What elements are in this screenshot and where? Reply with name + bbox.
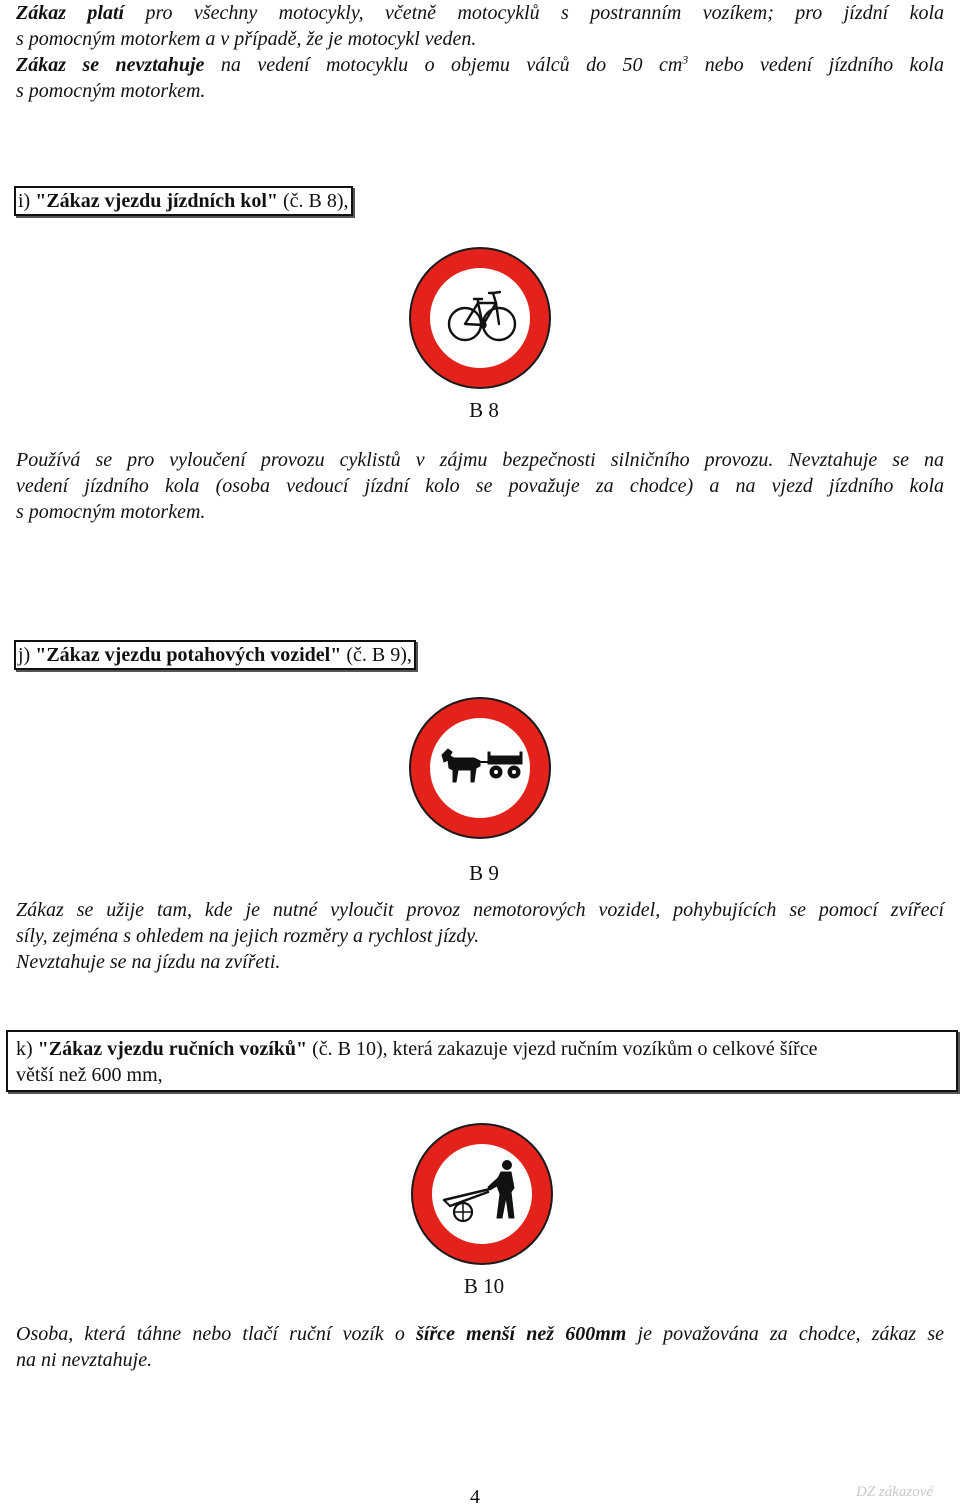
- section-k-prefix: k): [16, 1038, 38, 1060]
- section-i-paragraph: [16, 447, 944, 525]
- intro-line-3: na vedení motocyklu o objemu válců do 50 cm: [204, 54, 683, 76]
- bicycle-icon: [408, 246, 552, 390]
- section-i-text-3: s pomocným motorkem.: [16, 501, 206, 523]
- section-i-prefix: i): [18, 190, 36, 212]
- section-j-text-2: síly, zejména s ohledem na jejich rozměry a rychlost jízdy.: [16, 925, 480, 947]
- intro-lead: Zákaz platí: [16, 2, 125, 24]
- section-k-paragraph: [16, 1321, 944, 1373]
- b9-caption: B 9: [469, 861, 499, 885]
- section-k-suffix-1: (č. B 10), která zakazuje vjezd ručním vozíkům o celkové šířce: [307, 1038, 818, 1060]
- section-j-paragraph: [16, 897, 944, 975]
- intro-superscript: 3: [682, 52, 689, 67]
- section-j-prefix: j): [18, 644, 36, 666]
- intro-line-1: pro všechny motocykly, včetně motocyklů s postranním vozíkem; pro jízdní kola: [124, 2, 944, 24]
- section-j-text-3: Nevztahuje se na jízdu na zvířeti.: [16, 951, 281, 973]
- section-j-text-1: Zákaz se užije tam, kde je nutné vyloučit provoz nemotorových vozidel, pohybujících se pomocí zvířecí: [16, 899, 944, 921]
- footer-label: DZ zákazové: [856, 1484, 934, 1500]
- page-number: 4: [470, 1486, 480, 1508]
- b8-caption: B 8: [469, 398, 499, 422]
- intro-line-4: s pomocným motorkem.: [16, 80, 206, 102]
- horse-cart-icon: [408, 696, 552, 840]
- section-i-title: "Zákaz vjezdu jízdních kol": [35, 190, 279, 212]
- section-i-text-1: Používá se pro vyloučení provozu cyklistů v zájmu bezpečnosti silničního provozu. Nevztahuje se na: [16, 449, 944, 471]
- section-k-text-b: šířce menší než 600mm: [416, 1323, 627, 1345]
- section-j-suffix: (č. B 9),: [341, 644, 412, 666]
- section-i-suffix: (č. B 8),: [278, 190, 349, 212]
- handcart-icon: [410, 1122, 554, 1266]
- section-i-text-2: vedení jízdního kola (osoba vedoucí jízdní kolo se považuje za chodce) a na vjezd jízdního kola: [16, 475, 944, 497]
- b10-caption: B 10: [463, 1274, 505, 1298]
- intro-line-3-tail: nebo vedení jízdního kola: [688, 54, 944, 76]
- intro-lead-2: Zákaz se nevztahuje: [16, 54, 205, 76]
- section-k-text-a: Osoba, která táhne nebo tlačí ruční vozík o: [16, 1323, 417, 1345]
- section-j-heading: [14, 640, 416, 670]
- section-k-heading: [6, 1030, 958, 1092]
- section-k-title: "Zákaz vjezdu ručních vozíků": [37, 1038, 308, 1060]
- section-k-text-2: na ni nevztahuje.: [16, 1349, 153, 1371]
- section-k-text-c: je považována za chodce, zákaz se: [626, 1323, 944, 1345]
- intro-paragraph: [16, 0, 944, 104]
- section-j-title: "Zákaz vjezdu potahových vozidel": [35, 644, 342, 666]
- section-i-heading: [14, 186, 353, 216]
- section-k-suffix-2: větší než 600 mm,: [16, 1064, 163, 1086]
- intro-line-2: s pomocným motorkem a v případě, že je motocykl veden.: [16, 28, 477, 50]
